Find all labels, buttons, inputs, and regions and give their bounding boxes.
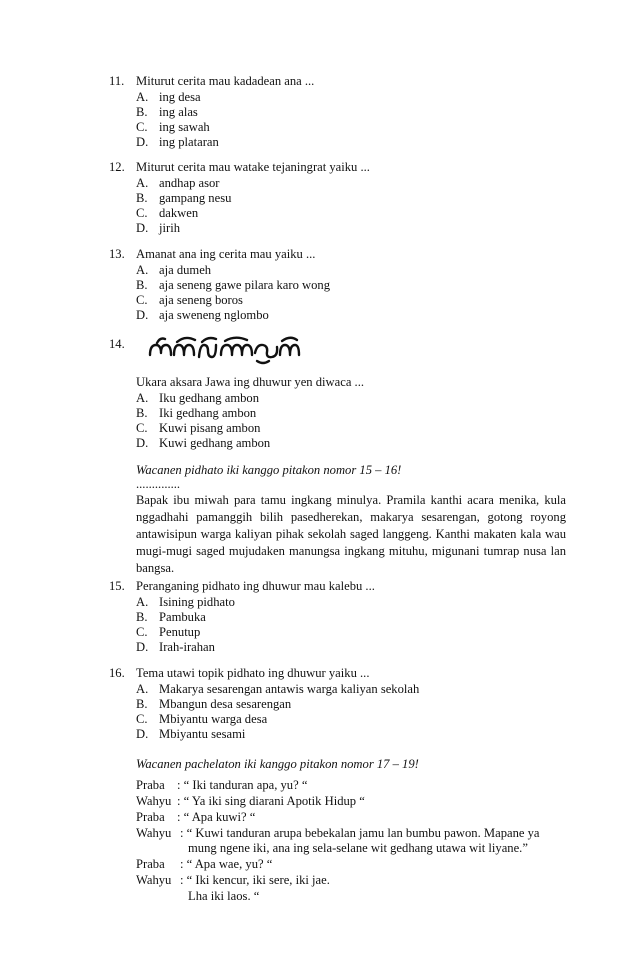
dialogue-speaker: Praba — [136, 778, 165, 792]
option-c: C. ing sawah — [136, 120, 210, 134]
question-text: Peranganing pidhato ing dhuwur mau kalebu ... — [136, 579, 375, 593]
dialogue-text: mung ngene iki, ana ing sela-selane wit gedhang utawa wit liyane.” — [188, 841, 528, 855]
option-a: A. Isining pidhato — [136, 595, 235, 609]
question-number: 13. — [109, 247, 125, 261]
dialogue-line — [188, 889, 259, 904]
dialogue-line — [136, 873, 330, 888]
question-number: 12. — [109, 160, 125, 174]
speech-line: Bapak ibu miwah para tamu ingkang minulya. Pramila kanthi acara menika, kula — [136, 493, 566, 507]
option-c: C. dakwen — [136, 206, 199, 220]
option-b: B. Mbangun desa sesarengan — [136, 697, 292, 711]
question-text: Amanat ana ing cerita mau yaiku ... — [136, 247, 316, 261]
speech-passage — [136, 492, 566, 577]
option-a: A. Iku gedhang ambon — [136, 391, 260, 405]
dialogue-speaker: Wahyu — [136, 826, 172, 840]
dialogue-speaker: Wahyu — [136, 794, 172, 808]
question-text: Miturut cerita mau kadadean ana ... — [136, 74, 315, 88]
dialogue-text: Lha iki laos. “ — [188, 889, 260, 903]
option-a: A. andhap asor — [136, 176, 220, 190]
dialogue-text: : “ Apa wae, yu? “ — [180, 857, 273, 871]
dialogue-speaker: Wahyu — [136, 873, 172, 887]
option-c: C. Mbiyantu warga desa — [136, 712, 268, 726]
dialogue-line — [136, 810, 255, 825]
option-c: C. aja seneng boros — [136, 293, 243, 307]
question-text: Ukara aksara Jawa ing dhuwur yen diwaca ... — [136, 375, 364, 389]
dialogue-text: : “ Ya iki sing diarani Apotik Hidup “ — [177, 794, 365, 808]
question-number: 14. — [109, 337, 125, 351]
option-d: D. Kuwi gedhang ambon — [136, 436, 271, 450]
speech-line: bangsa. — [136, 561, 175, 575]
option-b: B. Iki gedhang ambon — [136, 406, 257, 420]
option-a: A. ing desa — [136, 90, 201, 104]
question-number: 15. — [109, 579, 125, 593]
dialogue-text: : “ Iki kencur, iki sere, iki jae. — [180, 873, 330, 887]
option-d: D. ing plataran — [136, 135, 219, 149]
option-b: B. ing alas — [136, 105, 198, 119]
dialogue-text: : “ Kuwi tanduran arupa bebekalan jamu lan bumbu pawon. Mapane ya — [180, 826, 540, 840]
dialogue-line — [136, 778, 307, 793]
speech-line: mugi-mugi saged mujudaken manungsa ingkang mituhu, migunani tumrap nusa lan — [136, 544, 566, 558]
speech-line: nggadhahi pamanggih bilih pasedherekan, makarya sesarengan, gotong royong — [136, 510, 566, 524]
dialogue-line — [136, 826, 540, 841]
speech-instruction: Wacanen pidhato iki kanggo pitakon nomor 15 – 16! — [136, 463, 402, 477]
dialogue-speaker: Praba — [136, 857, 165, 871]
option-b: B. Pambuka — [136, 610, 206, 624]
dialogue-speaker: Praba — [136, 810, 165, 824]
option-a: A. aja dumeh — [136, 263, 212, 277]
option-d: D. jirih — [136, 221, 180, 235]
speech-line: antawisipun warga kaliyan pihak sekolah saged langgeng. Kanthi makaten kala wau — [136, 527, 566, 541]
option-b: B. gampang nesu — [136, 191, 232, 205]
question-text: Miturut cerita mau watake tejaningrat yaiku ... — [136, 160, 370, 174]
question-number: 16. — [109, 666, 125, 680]
dialogue-instruction: Wacanen pachelaton iki kanggo pitakon nomor 17 – 19! — [136, 757, 419, 771]
option-c: C. Kuwi pisang ambon — [136, 421, 261, 435]
option-a: A. Makarya sesarengan antawis warga kaliyan sekolah — [136, 682, 420, 696]
option-b: B. aja seneng gawe pilara karo wong — [136, 278, 330, 292]
dialogue-line — [136, 857, 272, 872]
dialogue-text: : “ Apa kuwi? “ — [177, 810, 256, 824]
dialogue-line — [136, 794, 365, 809]
option-d: D. Mbiyantu sesami — [136, 727, 246, 741]
speech-dots: .............. — [136, 477, 181, 491]
dialogue-line — [188, 841, 528, 856]
javanese-script-icon — [147, 333, 301, 373]
question-text: Tema utawi topik pidhato ing dhuwur yaiku ... — [136, 666, 370, 680]
question-number: 11. — [109, 74, 125, 88]
option-d: D. aja sweneng nglombo — [136, 308, 269, 322]
dialogue-text: : “ Iki tanduran apa, yu? “ — [177, 778, 308, 792]
javanese-script-image — [147, 333, 301, 369]
option-d: D. Irah-irahan — [136, 640, 215, 654]
option-c: C. Penutup — [136, 625, 201, 639]
